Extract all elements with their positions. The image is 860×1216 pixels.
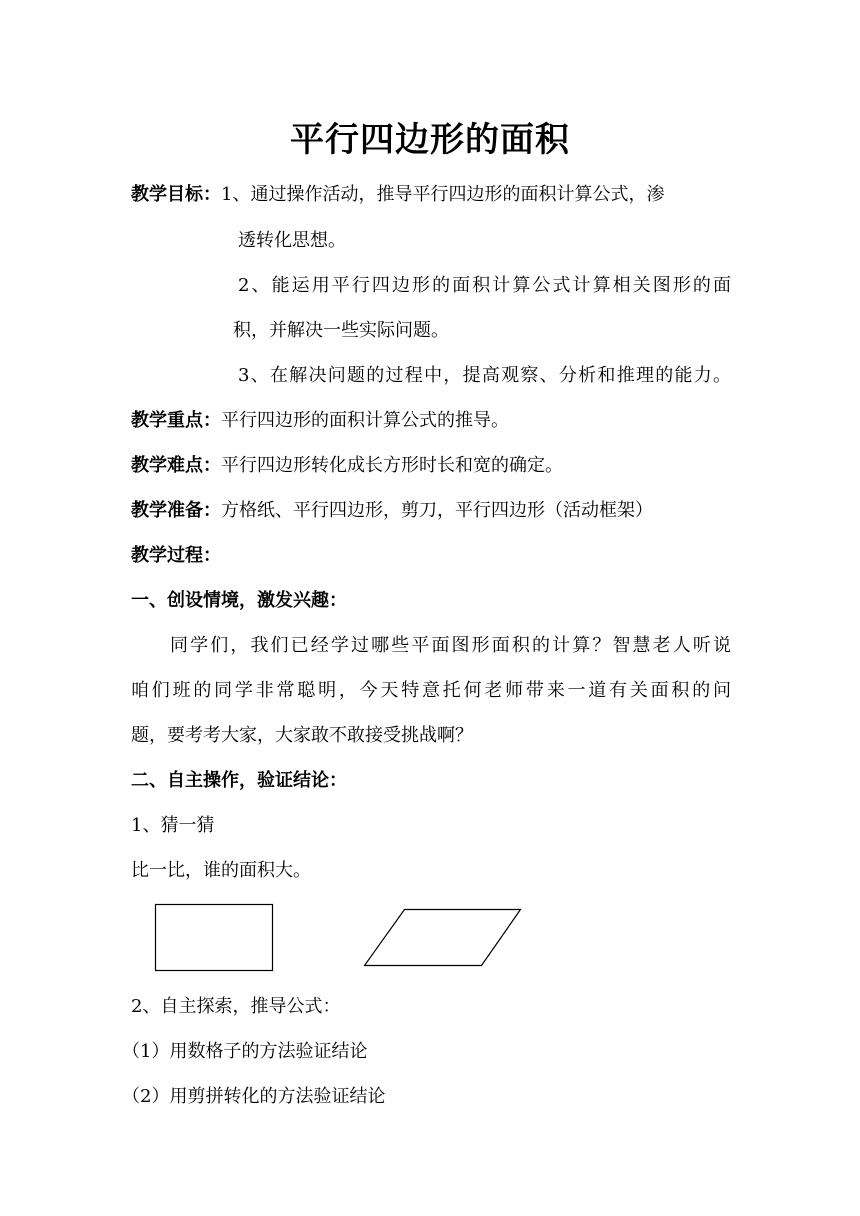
section-1-para-line-2-text: 咱们班的同学非常聪明，今天特意托何老师带来一道有关面积的问 xyxy=(131,680,731,701)
process-label: 教学过程： xyxy=(131,545,221,566)
section-1-para-line-3: 题，要考考大家，大家敢不敢接受挑战啊？ xyxy=(131,725,473,746)
preparation-text: 方格纸、平行四边形，剪刀，平行四边形（活动框架） xyxy=(221,500,653,521)
page-title: 平行四边形的面积 xyxy=(290,120,570,160)
sub-step-2: （2）用剪拼转化的方法验证结论 xyxy=(122,1086,386,1107)
objective-3-text: 3、在解决问题的过程中，提高观察、分析和推理的能力。 xyxy=(238,365,731,386)
objectives-label: 教学目标： xyxy=(131,184,221,205)
key-point-label: 教学重点： xyxy=(131,410,221,431)
objective-2-line-2: 积，并解决一些实际问题。 xyxy=(233,320,449,341)
difficulty-label: 教学难点： xyxy=(131,455,221,476)
key-point-text: 平行四边形的面积计算公式的推导。 xyxy=(221,410,509,431)
sub-step-1: （1）用数格子的方法验证结论 xyxy=(122,1041,368,1062)
preparation-label: 教学准备： xyxy=(131,500,221,521)
rectangle-shape xyxy=(156,905,273,971)
section-1-para-line-1-text: 同学们，我们已经学过哪些平面图形面积的计算？智慧老人听说 xyxy=(170,635,731,656)
objective-2-line-1-text: 2、能运用平行四边形的面积计算公式计算相关图形的面 xyxy=(238,275,731,296)
parallelogram-shape xyxy=(365,910,521,966)
section-1-heading: 一、创设情境，激发兴趣： xyxy=(131,590,347,611)
objective-1-line-2: 透转化思想。 xyxy=(238,230,346,251)
difficulty-text: 平行四边形转化成长方形时长和宽的确定。 xyxy=(221,455,563,476)
step-2-heading: 2、自主探索，推导公式： xyxy=(131,996,341,1017)
section-2-heading: 二、自主操作，验证结论： xyxy=(131,770,347,791)
objective-1-line-1: 1、通过操作活动，推导平行四边形的面积计算公式，渗 xyxy=(221,184,665,205)
step-1-text: 比一比，谁的面积大。 xyxy=(131,860,311,881)
step-1-heading: 1、猜一猜 xyxy=(131,815,215,836)
